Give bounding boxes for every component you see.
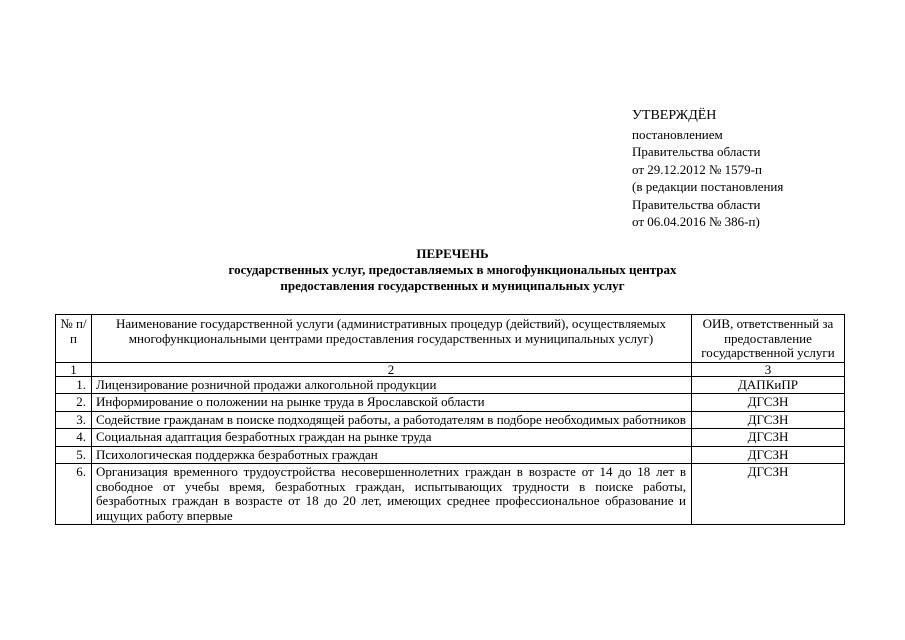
table-header-row <box>56 315 845 363</box>
row-number: 1. <box>56 376 92 394</box>
document-title <box>0 246 905 294</box>
service-name: Психологическая поддержка безработных граждан <box>92 446 692 464</box>
title-line: предоставления государственных и муниципальных услуг <box>280 278 625 293</box>
responsible-oiv: ДГСЗН <box>692 394 845 412</box>
row-number: 3. <box>56 411 92 429</box>
table-row <box>56 464 845 525</box>
row-number: 4. <box>56 429 92 447</box>
column-number: 1 <box>56 362 92 376</box>
title-line: государственных услуг, предоставляемых в многофункциональных центрах <box>228 262 677 277</box>
approval-line: от 06.04.2016 № 386-п) <box>632 214 760 229</box>
row-number: 2. <box>56 394 92 412</box>
column-numbering-row <box>56 362 845 376</box>
table-row <box>56 411 845 429</box>
service-name: Социальная адаптация безработных граждан на рынке труда <box>92 429 692 447</box>
responsible-oiv: ДАПКиПР <box>692 376 845 394</box>
responsible-oiv: ДГСЗН <box>692 411 845 429</box>
title-line: ПЕРЕЧЕНЬ <box>416 246 489 261</box>
responsible-oiv: ДГСЗН <box>692 464 845 525</box>
approval-line: постановлением <box>632 126 723 142</box>
responsible-oiv: ДГСЗН <box>692 446 845 464</box>
approval-line: от 29.12.2012 № 1579-п <box>632 161 762 177</box>
column-number: 3 <box>692 362 845 376</box>
row-number: 6. <box>56 464 92 525</box>
table-row <box>56 394 845 412</box>
approval-line: Правительства области <box>632 196 761 212</box>
header-oiv: ОИВ, ответственный за предоставление государственной услуги <box>692 315 845 363</box>
header-service-name: Наименование государственной услуги (административных процедур (действий), осуществляемых многофункциональными центрами предоставления государственных и муниципальных услуг) <box>92 315 692 363</box>
service-name: Содействие гражданам в поиске подходящей работы, а работодателям в подборе необходимых работников <box>92 411 692 429</box>
services-table <box>55 314 845 525</box>
row-number: 5. <box>56 446 92 464</box>
header-number: № п/п <box>56 315 92 363</box>
service-name: Организация временного трудоустройства несовершеннолетних граждан в возрасте от 14 до 18 лет в свободное от учебы время, безработных граждан, испытывающих трудности в поиске работы, безработных граждан в возрасте от 18 до 20 лет, имеющих среднее профессиональное образование и ищущих работу впервые <box>92 464 692 525</box>
table-row <box>56 446 845 464</box>
table-row <box>56 429 845 447</box>
approval-block <box>632 107 783 231</box>
approval-heading: УТВЕРЖДЁН <box>632 108 717 123</box>
responsible-oiv: ДГСЗН <box>692 429 845 447</box>
service-name: Информирование о положении на рынке труда в Ярославской области <box>92 394 692 412</box>
service-name: Лицензирование розничной продажи алкогольной продукции <box>92 376 692 394</box>
table-row <box>56 376 845 394</box>
approval-line: (в редакции постановления <box>632 179 784 194</box>
approval-line: Правительства области <box>632 144 761 159</box>
column-number: 2 <box>92 362 692 376</box>
